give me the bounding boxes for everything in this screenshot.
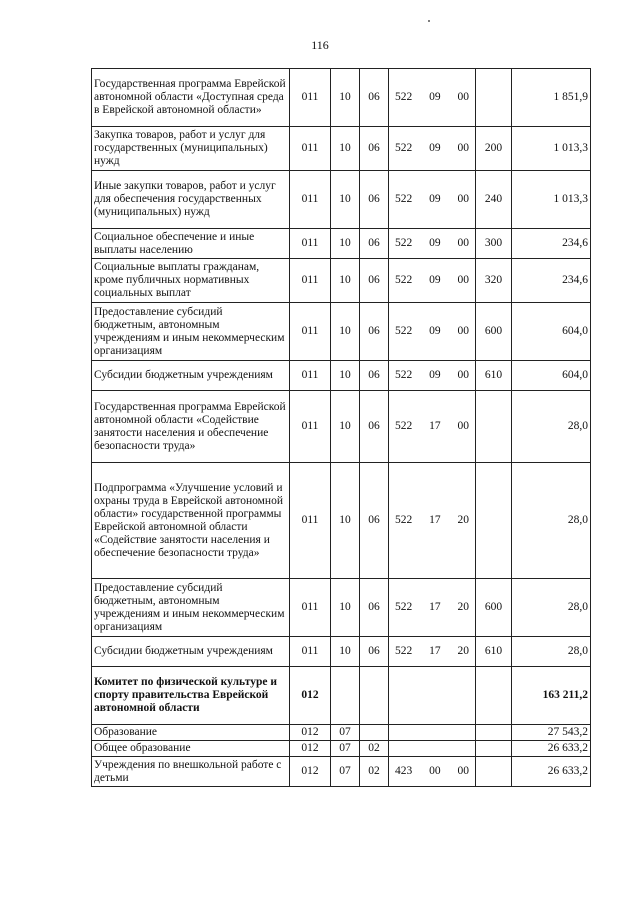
- row-name: Государственная программа Еврейской автономной области «Содействие занятости населения и обеспечение безопасности труда»: [92, 391, 290, 463]
- row-amount: 234,6: [512, 259, 591, 303]
- table-row: [92, 127, 591, 171]
- row-expense-type: 600: [476, 579, 512, 637]
- row-target-article-part: 17: [429, 514, 441, 526]
- table-row: [92, 361, 591, 391]
- row-target-article-part: 09: [429, 91, 441, 103]
- row-ministry-code: 011: [290, 171, 331, 229]
- row-target-article-part: 09: [429, 237, 441, 249]
- row-target-article-part: 20: [457, 645, 469, 657]
- row-target-article-part: 00: [429, 765, 441, 777]
- row-section-code: 10: [331, 229, 360, 259]
- row-expense-type: [476, 741, 512, 757]
- row-section-code: 10: [331, 637, 360, 667]
- row-target-article-part: 00: [457, 91, 469, 103]
- row-amount: 1 851,9: [512, 69, 591, 127]
- row-target-article-part: 00: [457, 369, 469, 381]
- row-subsection-code: 06: [360, 171, 389, 229]
- row-target-article-part: 522: [395, 91, 413, 103]
- row-target-article: [389, 127, 476, 171]
- row-expense-type: 610: [476, 637, 512, 667]
- row-target-article: [389, 171, 476, 229]
- row-name: Комитет по физической культуре и спорту правительства Еврейской автономной области: [92, 667, 290, 725]
- row-name: Подпрограмма «Улучшение условий и охраны труда в Еврейской автономной области» государственной программы Еврейской автономной области «Содействие занятости населения и обеспечение безопасности труда»: [92, 463, 290, 579]
- row-amount: 27 543,2: [512, 725, 591, 741]
- row-name: Социальные выплаты гражданам, кроме публичных нормативных социальных выплат: [92, 259, 290, 303]
- row-target-article: [389, 757, 476, 787]
- row-expense-type: 600: [476, 303, 512, 361]
- table-row: [92, 463, 591, 579]
- row-target-article: [389, 725, 476, 741]
- row-subsection-code: 06: [360, 303, 389, 361]
- row-target-article: [389, 741, 476, 757]
- row-target-article-part: 20: [457, 514, 469, 526]
- row-section-code: 10: [331, 127, 360, 171]
- row-ministry-code: 011: [290, 303, 331, 361]
- row-section-code: 10: [331, 463, 360, 579]
- row-expense-type: 320: [476, 259, 512, 303]
- row-ministry-code: 011: [290, 259, 331, 303]
- row-subsection-code: 06: [360, 69, 389, 127]
- row-target-article-part: 09: [429, 142, 441, 154]
- row-ministry-code: 012: [290, 757, 331, 787]
- row-expense-type: [476, 725, 512, 741]
- row-amount: 234,6: [512, 229, 591, 259]
- row-section-code: 07: [331, 725, 360, 741]
- row-target-article-part: 00: [457, 237, 469, 249]
- row-section-code: 10: [331, 69, 360, 127]
- row-subsection-code: 06: [360, 127, 389, 171]
- row-amount: 28,0: [512, 463, 591, 579]
- row-subsection-code: 02: [360, 757, 389, 787]
- row-target-article-part: 00: [457, 274, 469, 286]
- row-subsection-code: 06: [360, 259, 389, 303]
- page-number: 116: [311, 38, 329, 52]
- row-ministry-code: 011: [290, 579, 331, 637]
- row-expense-type: 240: [476, 171, 512, 229]
- row-target-article-part: 00: [457, 142, 469, 154]
- row-target-article-part: 17: [429, 420, 441, 432]
- row-ministry-code: 011: [290, 69, 331, 127]
- row-target-article-part: 522: [395, 237, 413, 249]
- row-subsection-code: 06: [360, 637, 389, 667]
- row-target-article-part: 09: [429, 274, 441, 286]
- row-ministry-code: 011: [290, 637, 331, 667]
- row-target-article: [389, 637, 476, 667]
- row-ministry-code: 011: [290, 361, 331, 391]
- row-target-article-part: 00: [457, 420, 469, 432]
- row-amount: 28,0: [512, 579, 591, 637]
- row-name: Закупка товаров, работ и услуг для государственных (муниципальных) нужд: [92, 127, 290, 171]
- row-ministry-code: 012: [290, 741, 331, 757]
- table-row: [92, 303, 591, 361]
- row-ministry-code: 012: [290, 667, 331, 725]
- table-row: [92, 667, 591, 725]
- row-ministry-code: 011: [290, 391, 331, 463]
- row-target-article: [389, 361, 476, 391]
- row-target-article: [389, 259, 476, 303]
- row-amount: 604,0: [512, 303, 591, 361]
- table-row: [92, 391, 591, 463]
- row-expense-type: [476, 69, 512, 127]
- row-expense-type: [476, 391, 512, 463]
- row-expense-type: [476, 757, 512, 787]
- row-section-code: 10: [331, 303, 360, 361]
- row-name: Субсидии бюджетным учреждениям: [92, 637, 290, 667]
- row-amount: 28,0: [512, 637, 591, 667]
- row-target-article-part: 522: [395, 193, 413, 205]
- row-target-article: [389, 229, 476, 259]
- table-row: [92, 741, 591, 757]
- scan-speck: [428, 20, 430, 22]
- row-target-article-part: 522: [395, 514, 413, 526]
- row-expense-type: 610: [476, 361, 512, 391]
- row-expense-type: [476, 463, 512, 579]
- row-section-code: 10: [331, 259, 360, 303]
- row-section-code: 07: [331, 741, 360, 757]
- row-expense-type: 200: [476, 127, 512, 171]
- row-target-article: [389, 303, 476, 361]
- row-target-article-part: 522: [395, 325, 413, 337]
- row-ministry-code: 012: [290, 725, 331, 741]
- row-expense-type: 300: [476, 229, 512, 259]
- row-amount: 1 013,3: [512, 127, 591, 171]
- row-name: Социальное обеспечение и иные выплаты населению: [92, 229, 290, 259]
- row-amount: 26 633,2: [512, 757, 591, 787]
- row-name: Иные закупки товаров, работ и услуг для обеспечения государственных (муниципальных) нужд: [92, 171, 290, 229]
- row-ministry-code: 011: [290, 127, 331, 171]
- row-subsection-code: 06: [360, 361, 389, 391]
- table-row: [92, 259, 591, 303]
- table-row: [92, 579, 591, 637]
- row-amount: 26 633,2: [512, 741, 591, 757]
- table-row: [92, 229, 591, 259]
- row-subsection-code: [360, 725, 389, 741]
- row-target-article-part: 00: [457, 765, 469, 777]
- row-name: Учреждения по внешкольной работе с детьми: [92, 757, 290, 787]
- row-target-article-part: 522: [395, 369, 413, 381]
- row-target-article: [389, 667, 476, 725]
- row-subsection-code: [360, 667, 389, 725]
- row-section-code: 10: [331, 579, 360, 637]
- row-target-article-part: 522: [395, 601, 413, 613]
- row-target-article-part: 423: [395, 765, 413, 777]
- table-row: [92, 69, 591, 127]
- row-target-article-part: 17: [429, 601, 441, 613]
- row-target-article-part: 17: [429, 645, 441, 657]
- row-ministry-code: 011: [290, 229, 331, 259]
- row-expense-type: [476, 667, 512, 725]
- table-row: [92, 637, 591, 667]
- row-subsection-code: 06: [360, 391, 389, 463]
- table-row: [92, 171, 591, 229]
- row-subsection-code: 06: [360, 463, 389, 579]
- row-target-article: [389, 69, 476, 127]
- row-target-article-part: 522: [395, 274, 413, 286]
- row-name: Образование: [92, 725, 290, 741]
- row-target-article-part: 522: [395, 645, 413, 657]
- budget-table: [91, 68, 591, 787]
- row-name: Общее образование: [92, 741, 290, 757]
- table-row: [92, 725, 591, 741]
- row-target-article: [389, 463, 476, 579]
- row-section-code: 07: [331, 757, 360, 787]
- row-target-article-part: 09: [429, 193, 441, 205]
- row-section-code: 10: [331, 361, 360, 391]
- row-target-article-part: 20: [457, 601, 469, 613]
- row-name: Государственная программа Еврейской автономной области «Доступная среда в Еврейской автономной области»: [92, 69, 290, 127]
- row-name: Предоставление субсидий бюджетным, автономным учреждениям и иным некоммерческим организациям: [92, 579, 290, 637]
- row-section-code: [331, 667, 360, 725]
- row-amount: 163 211,2: [512, 667, 591, 725]
- row-subsection-code: 06: [360, 579, 389, 637]
- row-ministry-code: 011: [290, 463, 331, 579]
- row-target-article-part: 09: [429, 325, 441, 337]
- row-target-article-part: 09: [429, 369, 441, 381]
- row-target-article-part: 522: [395, 420, 413, 432]
- row-amount: 28,0: [512, 391, 591, 463]
- row-amount: 1 013,3: [512, 171, 591, 229]
- row-target-article: [389, 579, 476, 637]
- row-target-article-part: 00: [457, 325, 469, 337]
- row-section-code: 10: [331, 171, 360, 229]
- row-subsection-code: 06: [360, 229, 389, 259]
- row-name: Предоставление субсидий бюджетным, автономным учреждениям и иным некоммерческим организациям: [92, 303, 290, 361]
- row-target-article: [389, 391, 476, 463]
- row-subsection-code: 02: [360, 741, 389, 757]
- row-target-article-part: 00: [457, 193, 469, 205]
- row-amount: 604,0: [512, 361, 591, 391]
- row-target-article-part: 522: [395, 142, 413, 154]
- row-section-code: 10: [331, 391, 360, 463]
- row-name: Субсидии бюджетным учреждениям: [92, 361, 290, 391]
- table-row: [92, 757, 591, 787]
